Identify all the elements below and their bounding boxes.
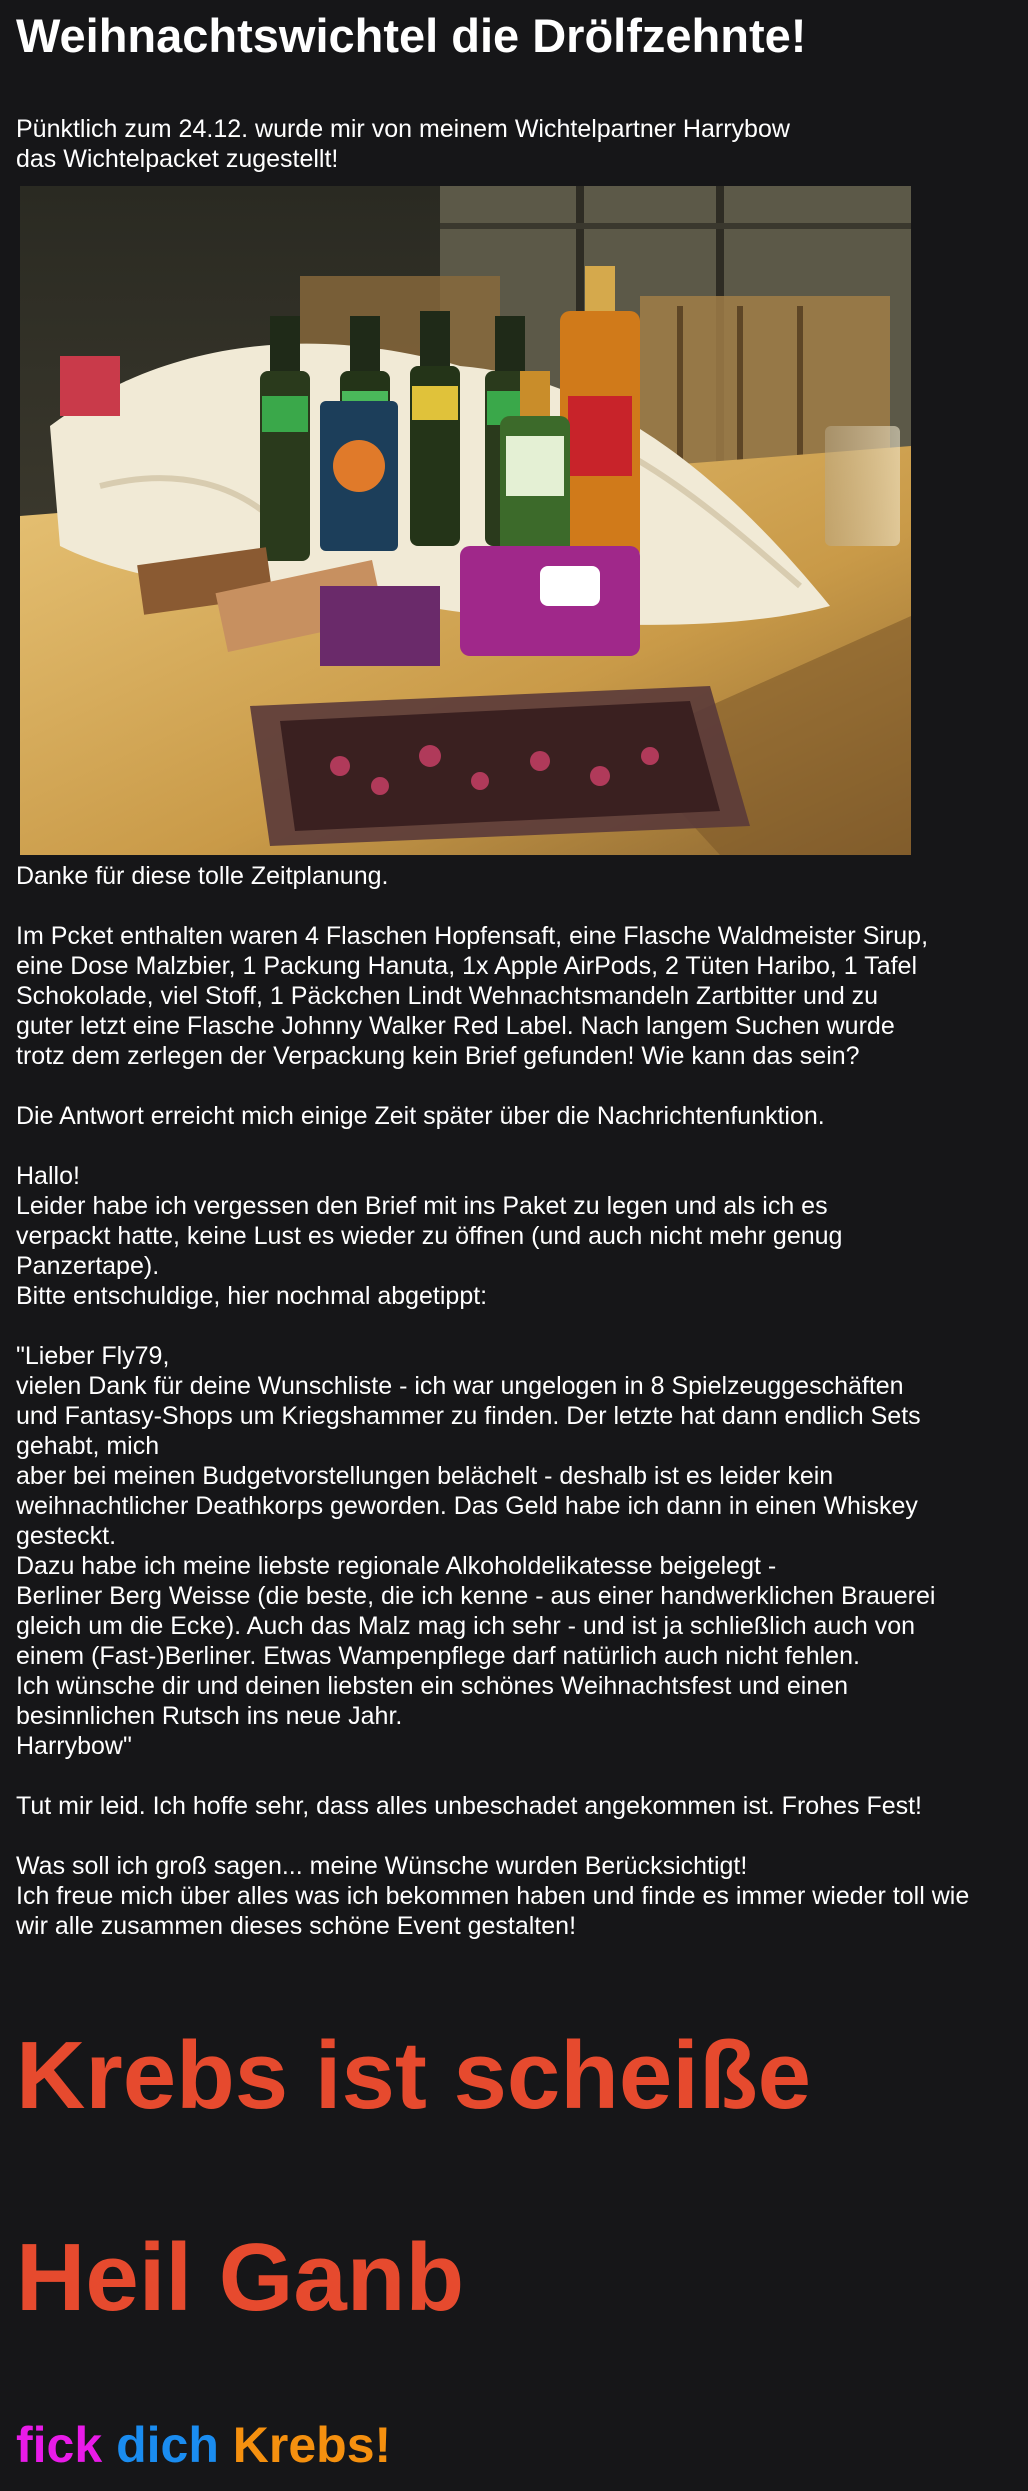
gift-package-photo xyxy=(20,186,911,855)
text-line: Die Antwort erreicht mich einige Zeit später über die Nachrichtenfunktion. xyxy=(16,1102,825,1130)
paragraph-closing xyxy=(16,1851,1012,1941)
intro-line: Pünktlich zum 24.12. wurde mir von meinem Wichtelpartner Harrybow xyxy=(16,115,790,143)
text-line: Tut mir leid. Ich hoffe sehr, dass alles unbeschadet angekommen ist. Frohes Fest! xyxy=(16,1792,923,1820)
text-line: und Fantasy-Shops um Kriegshammer zu finden. Der letzte hat dann endlich Sets xyxy=(16,1402,921,1430)
final-word-1: fick xyxy=(16,2417,103,2473)
text-line: weihnachtlicher Deathkorps geworden. Das Geld habe ich dann in einen Whiskey xyxy=(16,1492,918,1520)
text-line: eine Dose Malzbier, 1 Packung Hanuta, 1x Apple AirPods, 2 Tüten Haribo, 1 Tafel xyxy=(16,952,918,980)
text-line: aber bei meinen Budgetvorstellungen belächelt - deshalb ist es leider kein xyxy=(16,1462,834,1490)
text-line: gehabt, mich xyxy=(16,1432,160,1460)
final-line xyxy=(16,2415,1012,2475)
final-word-3: Krebs! xyxy=(232,2417,392,2473)
text-line: Ich freue mich über alles was ich bekommen haben und finde es immer wieder toll wie xyxy=(16,1882,970,1910)
text-line: guter letzt eine Flasche Johnny Walker Red Label. Nach langem Suchen wurde xyxy=(16,1012,895,1040)
paragraph-letter xyxy=(16,1341,1012,1761)
text-line: gleich um die Ecke). Auch das Malz mag ich sehr - und ist ja schließlich auch von xyxy=(16,1612,916,1640)
text-line: Schokolade, viel Stoff, 1 Päckchen Lindt Wehnachtsmandeln Zartbitter und zu xyxy=(16,982,879,1010)
final-word-2: dich xyxy=(116,2417,219,2473)
text-line: verpackt hatte, keine Lust es wieder zu öffnen (und auch nicht mehr genug xyxy=(16,1222,843,1250)
paragraph-apology xyxy=(16,1791,1012,1821)
text-line: Panzertape). xyxy=(16,1252,160,1280)
text-line: vielen Dank für deine Wunschliste - ich war ungelogen in 8 Spielzeuggeschäften xyxy=(16,1372,904,1400)
paragraph-message-intro xyxy=(16,1161,1012,1311)
big-headline-1: Krebs ist scheiße xyxy=(16,2022,811,2129)
paragraph-answer xyxy=(16,1101,1012,1131)
text-line: Danke für diese tolle Zeitplanung. xyxy=(16,862,389,890)
intro-text xyxy=(16,114,1012,174)
page-title: Weihnachtswichtel die Drölfzehnte! xyxy=(16,9,807,62)
text-line: trotz dem zerlegen der Verpackung kein Brief gefunden! Wie kann das sein? xyxy=(16,1042,860,1070)
text-line: wir alle zusammen dieses schöne Event gestalten! xyxy=(16,1912,577,1940)
text-line: Ich wünsche dir und deinen liebsten ein schönes Weihnachtsfest und einen xyxy=(16,1672,849,1700)
text-line: Was soll ich groß sagen... meine Wünsche wurden Berücksichtigt! xyxy=(16,1852,748,1880)
post-body xyxy=(16,861,1012,1941)
text-line: Im Pcket enthalten waren 4 Flaschen Hopfensaft, eine Flasche Waldmeister Sirup, xyxy=(16,922,929,950)
text-line: einem (Fast-)Berliner. Etwas Wampenpflege darf natürlich auch nicht fehlen. xyxy=(16,1642,860,1670)
paragraph-contents xyxy=(16,921,1012,1071)
text-line: Hallo! xyxy=(16,1162,80,1190)
big-headline-2: Heil Ganb xyxy=(16,2224,465,2331)
text-line: Dazu habe ich meine liebste regionale Alkoholdelikatesse beigelegt - xyxy=(16,1552,777,1580)
text-line: gesteckt. xyxy=(16,1522,117,1550)
text-line: Harrybow" xyxy=(16,1732,132,1760)
text-line: Berliner Berg Weisse (die beste, die ich kenne - aus einer handwerklichen Brauerei xyxy=(16,1582,936,1610)
text-line: "Lieber Fly79, xyxy=(16,1342,170,1370)
text-line: Bitte entschuldige, hier nochmal abgetippt: xyxy=(16,1282,488,1310)
paragraph-thanks xyxy=(16,861,1012,891)
intro-line: das Wichtelpacket zugestellt! xyxy=(16,145,339,173)
text-line: Leider habe ich vergessen den Brief mit ins Paket zu legen und als ich es xyxy=(16,1192,828,1220)
text-line: besinnlichen Rutsch ins neue Jahr. xyxy=(16,1702,403,1730)
